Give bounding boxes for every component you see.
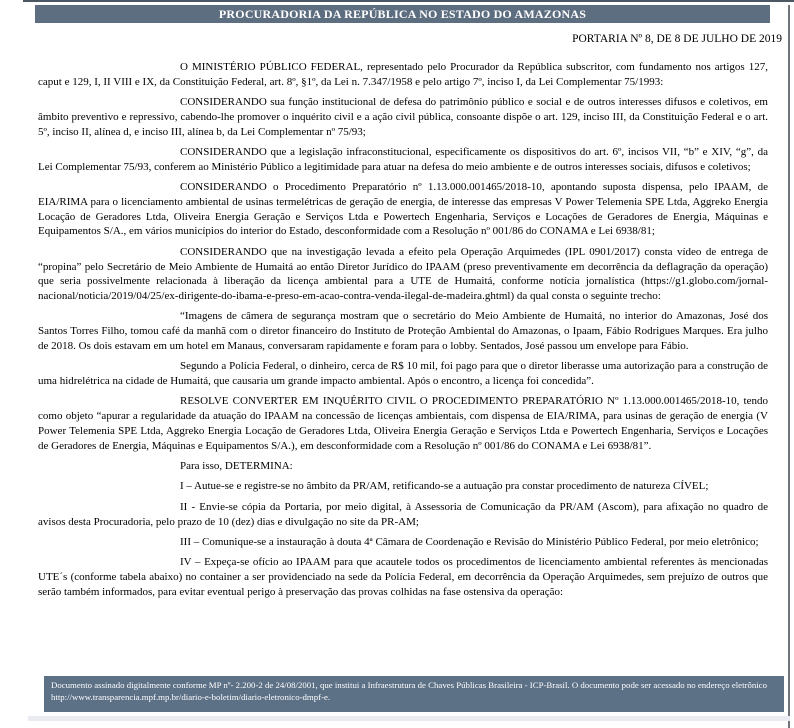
top-rule: [23, 0, 794, 2]
header-title: PROCURADORIA DA REPÚBLICA NO ESTADO DO AMAZONAS: [218, 7, 587, 21]
portaria-title: PORTARIA Nº 8, DE 8 DE JULHO DE 2019: [572, 33, 782, 45]
signature-footer: [44, 676, 784, 712]
header-bar: [35, 5, 770, 23]
paragraph-quote-1: “Imagens de câmera de segurança mostram que o secretário do Meio Ambiente de Humaitá, no interior do Amazonas, José dos Santos Torres Filho, tomou café da manhã com o diretor financeiro do Instituto de Proteção Ambiental do Amazonas, o Ipaam, Fábio Rodrigues Marques. Era julho de 2018. Os dois estavam em um hotel em Manaus, conversaram rapidamente e foram para o lobby. Sentados, José passou um envelope para Fábio.: [38, 310, 768, 353]
paragraph-item-ii: II - Envie-se cópia da Portaria, por meio digital, à Assessoria de Comunicação da PR/AM (Ascom), para afixação no quadro de avisos desta Procuradoria, pelo prazo de 10 (dez) dias e divulgação no site da PR-AM;: [38, 500, 768, 528]
paragraph-considerando-1: CONSIDERANDO sua função institucional de defesa do patrimônio público e social e de outros interesses difusos e coletivos, em âmbito preventivo e repressivo, cabendo-lhe promover o inquérito civil e a ação civil pública, consoante dispõe o art. 129, inciso III, da Constituição Federal e o art. 5º, inciso II, alínea d, e inciso III, alínea b, da Lei Complementar nº 75/93;: [38, 96, 768, 138]
page-right-border: [788, 5, 790, 728]
paragraph-item-iii: III – Comunique-se a instauração à douta 4ª Câmara de Coordenação e Revisão do Ministério Público Federal, por meio eletrônico;: [180, 535, 759, 548]
paragraph-quote-2: Segundo a Polícia Federal, o dinheiro, cerca de R$ 10 mil, foi pago para que o diretor liberasse uma autorização para a construção de uma hidrelétrica na cidade de Humaitá, que causaria um grande impacto ambiental. Após o encontro, a licença foi concedida”.: [38, 360, 768, 388]
document-body: [38, 60, 768, 605]
paragraph-item-iv: IV – Expeça-se ofício ao IPAAM para que acautele todos os procedimentos de licenciamento ambiental referentes às mencionadas UTE´s (conforme tabela abaixo) no container a ser providenciado na sede da Polícia Federal, em decorrência da Operação Arquimedes, sem prejuízo de outros que serão também informados, para evitar eventual perigo à preservação das provas colhidas na fase ostensiva da operação:: [38, 556, 768, 598]
paragraph-considerando-3: CONSIDERANDO o Procedimento Preparatório nº 1.13.000.001465/2018-10, apontando suposta dispensa, pelo IPAAM, de EIA/RIMA para o licenciamento ambiental de usinas termelétricas de geração de energia, de interesse das empresas V Power Telemenia SPE Ltda, Aggreko Energia Locação de Geradores Ltda, Oliveira Energia Geração e Serviços Ltda e Powertech Engenharia, Serviços e Locações de Geradores de Energia, Máquinas e Equipamentos S/A., em vários municípios do interior do Estado, desconformidade com a Resolução nº 001/86 do CONAMA e Lei 6938/81;: [38, 181, 768, 238]
paragraph-resolve: RESOLVE CONVERTER EM INQUÉRITO CIVIL O PROCEDIMENTO PREPARATÓRIO Nº 1.13.000.001465/2018-10, tendo como objeto “apurar a regularidade da atuação do IPAAM na concessão de licenças ambientais, com dispensa de EIA/RIMA, para usinas de geração de energia (V Power Telemenia SPE Ltda, Aggreko Energia Locação de Geradores Ltda, Oliveira Energia Geração e Serviços Ltda e Powertech Engenharia, Serviços e Locações de Geradores de Energia, Máquinas e Equipamentos S/A.), em desconformidade com a Resolução nº 001/86 do CONAMA e Lei 6938/81”.: [38, 395, 768, 452]
paragraph-preamble: O MINISTÉRIO PÚBLICO FEDERAL, representado pelo Procurador da República subscritor, com fundamento nos artigos 127, caput e 129, I, II VIII e IX, da Constituição Federal, art. 8º, §1º, da Lei n. 7.347/1958 e pelo artigo 7º, inciso I, da Lei Complementar 75/1993:: [38, 61, 768, 88]
footer-strip: [28, 716, 790, 721]
signature-notice: Documento assinado digitalmente conforme MP nº- 2.200-2 de 24/08/2001, que institui a Infraestrutura de Chaves Públicas Brasileira - ICP-Brasil. O documento pode ser acessado no endereço eletrônico http://www.transparencia.mpf.mp.br/diario-e-boletim/diario-eletronico-dmpf-e.: [51, 680, 767, 702]
paragraph-item-i: I – Autue-se e registre-se no âmbito da PR/AM, retificando-se a autuação pra constar procedimento de natureza CÍVEL;: [180, 480, 709, 493]
paragraph-considerando-4: CONSIDERANDO que na investigação levada a efeito pela Operação Arquimedes (IPL 0901/2017) consta vídeo de entrega de “propina” pelo Secretário de Meio Ambiente de Humaitá ao então Diretor Jurídico do IPAAM (preso preventivamente em decorrência da deflagração da operação) que seria possivelmente relacionada à liberação da licença ambiental para a UTE de Humaitá, conforme notícia jornalística (https://g1.globo.com/jornal-nacional/noticia/2019/04/25/ex-dirigente-do-ibama-e-preso-em-acao-contra-venda-ilegal-de-madeira.ghtml) da qual consta o seguinte trecho:: [38, 245, 768, 303]
paragraph-determina: Para isso, DETERMINA:: [180, 460, 293, 473]
paragraph-considerando-2: CONSIDERANDO que a legislação infraconstitucional, especificamente os dispositivos do art. 6º, incisos VII, “b” e XIV, “g”, da Lei Complementar 75/93, conferem ao Ministério Público a legitimidade para atuar na defesa do meio ambiente e de outros interesses sociais, difusos e coletivos;: [38, 145, 768, 173]
